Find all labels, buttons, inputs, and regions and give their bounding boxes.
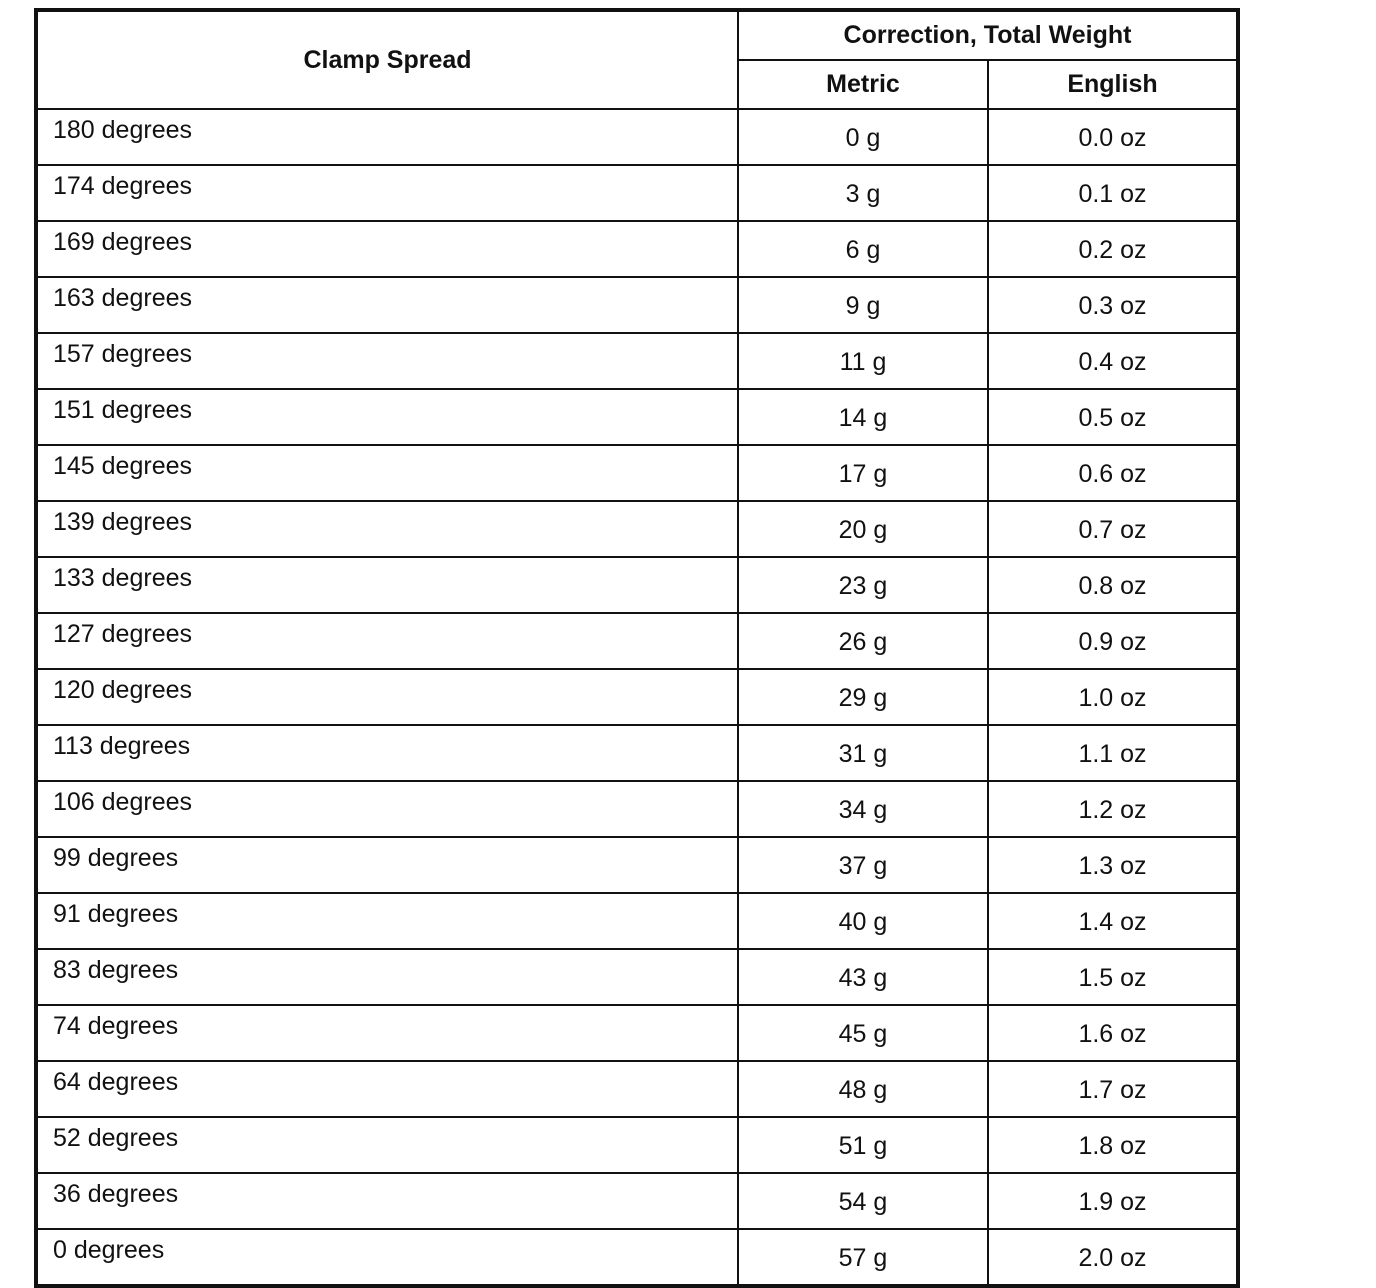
english-correction-cell: 1.9 oz bbox=[988, 1173, 1238, 1229]
table-row bbox=[36, 445, 1238, 501]
english-correction-cell: 1.4 oz bbox=[988, 893, 1238, 949]
table-row bbox=[36, 669, 1238, 725]
english-correction-cell: 1.1 oz bbox=[988, 725, 1238, 781]
english-correction-cell: 1.5 oz bbox=[988, 949, 1238, 1005]
table-row bbox=[36, 837, 1238, 893]
table-row bbox=[36, 501, 1238, 557]
clamp-spread-cell: 180 degrees bbox=[36, 109, 738, 165]
correction-total-weight-header: Correction, Total Weight bbox=[738, 10, 1238, 60]
metric-correction-cell: 54 g bbox=[738, 1173, 988, 1229]
table-row bbox=[36, 557, 1238, 613]
english-correction-cell: 0.4 oz bbox=[988, 333, 1238, 389]
table-row bbox=[36, 1229, 1238, 1286]
clamp-spread-cell: 91 degrees bbox=[36, 893, 738, 949]
table-row bbox=[36, 333, 1238, 389]
clamp-spread-cell: 157 degrees bbox=[36, 333, 738, 389]
english-header: English bbox=[988, 60, 1238, 109]
metric-correction-cell: 6 g bbox=[738, 221, 988, 277]
clamp-spread-cell: 145 degrees bbox=[36, 445, 738, 501]
clamp-spread-table bbox=[34, 8, 1240, 1288]
metric-correction-cell: 31 g bbox=[738, 725, 988, 781]
table-row bbox=[36, 109, 1238, 165]
english-correction-cell: 0.0 oz bbox=[988, 109, 1238, 165]
english-correction-cell: 1.6 oz bbox=[988, 1005, 1238, 1061]
english-correction-cell: 1.7 oz bbox=[988, 1061, 1238, 1117]
english-correction-cell: 0.3 oz bbox=[988, 277, 1238, 333]
clamp-spread-header: Clamp Spread bbox=[36, 10, 738, 109]
english-correction-cell: 2.0 oz bbox=[988, 1229, 1238, 1286]
metric-correction-cell: 43 g bbox=[738, 949, 988, 1005]
metric-correction-cell: 51 g bbox=[738, 1117, 988, 1173]
english-correction-cell: 0.1 oz bbox=[988, 165, 1238, 221]
metric-correction-cell: 48 g bbox=[738, 1061, 988, 1117]
table-row bbox=[36, 165, 1238, 221]
table-row bbox=[36, 725, 1238, 781]
table-row bbox=[36, 613, 1238, 669]
clamp-spread-cell: 36 degrees bbox=[36, 1173, 738, 1229]
clamp-spread-cell: 174 degrees bbox=[36, 165, 738, 221]
table-row bbox=[36, 389, 1238, 445]
clamp-spread-cell: 163 degrees bbox=[36, 277, 738, 333]
metric-correction-cell: 3 g bbox=[738, 165, 988, 221]
english-correction-cell: 1.0 oz bbox=[988, 669, 1238, 725]
table-row bbox=[36, 949, 1238, 1005]
clamp-spread-cell: 106 degrees bbox=[36, 781, 738, 837]
metric-correction-cell: 14 g bbox=[738, 389, 988, 445]
table-row bbox=[36, 1061, 1238, 1117]
english-correction-cell: 1.2 oz bbox=[988, 781, 1238, 837]
table-row bbox=[36, 221, 1238, 277]
english-correction-cell: 0.2 oz bbox=[988, 221, 1238, 277]
metric-correction-cell: 40 g bbox=[738, 893, 988, 949]
english-correction-cell: 0.5 oz bbox=[988, 389, 1238, 445]
clamp-spread-cell: 120 degrees bbox=[36, 669, 738, 725]
clamp-spread-cell: 127 degrees bbox=[36, 613, 738, 669]
table-row bbox=[36, 893, 1238, 949]
clamp-spread-cell: 139 degrees bbox=[36, 501, 738, 557]
clamp-spread-cell: 113 degrees bbox=[36, 725, 738, 781]
header-row-group bbox=[36, 10, 1238, 60]
table-row bbox=[36, 277, 1238, 333]
table-row bbox=[36, 1173, 1238, 1229]
clamp-spread-cell: 133 degrees bbox=[36, 557, 738, 613]
metric-correction-cell: 26 g bbox=[738, 613, 988, 669]
metric-correction-cell: 9 g bbox=[738, 277, 988, 333]
clamp-spread-cell: 99 degrees bbox=[36, 837, 738, 893]
clamp-spread-cell: 52 degrees bbox=[36, 1117, 738, 1173]
metric-correction-cell: 23 g bbox=[738, 557, 988, 613]
metric-correction-cell: 37 g bbox=[738, 837, 988, 893]
table-header bbox=[36, 10, 1238, 109]
english-correction-cell: 0.6 oz bbox=[988, 445, 1238, 501]
english-correction-cell: 0.7 oz bbox=[988, 501, 1238, 557]
table-row bbox=[36, 781, 1238, 837]
table-body bbox=[36, 109, 1238, 1286]
metric-header: Metric bbox=[738, 60, 988, 109]
metric-correction-cell: 11 g bbox=[738, 333, 988, 389]
clamp-spread-table-container bbox=[34, 8, 1240, 1288]
english-correction-cell: 0.9 oz bbox=[988, 613, 1238, 669]
metric-correction-cell: 34 g bbox=[738, 781, 988, 837]
metric-correction-cell: 20 g bbox=[738, 501, 988, 557]
english-correction-cell: 1.8 oz bbox=[988, 1117, 1238, 1173]
clamp-spread-cell: 83 degrees bbox=[36, 949, 738, 1005]
metric-correction-cell: 45 g bbox=[738, 1005, 988, 1061]
clamp-spread-cell: 151 degrees bbox=[36, 389, 738, 445]
metric-correction-cell: 17 g bbox=[738, 445, 988, 501]
table-row bbox=[36, 1005, 1238, 1061]
clamp-spread-cell: 74 degrees bbox=[36, 1005, 738, 1061]
english-correction-cell: 1.3 oz bbox=[988, 837, 1238, 893]
table-row bbox=[36, 1117, 1238, 1173]
metric-correction-cell: 0 g bbox=[738, 109, 988, 165]
clamp-spread-cell: 64 degrees bbox=[36, 1061, 738, 1117]
metric-correction-cell: 29 g bbox=[738, 669, 988, 725]
metric-correction-cell: 57 g bbox=[738, 1229, 988, 1286]
clamp-spread-cell: 0 degrees bbox=[36, 1229, 738, 1286]
clamp-spread-cell: 169 degrees bbox=[36, 221, 738, 277]
english-correction-cell: 0.8 oz bbox=[988, 557, 1238, 613]
